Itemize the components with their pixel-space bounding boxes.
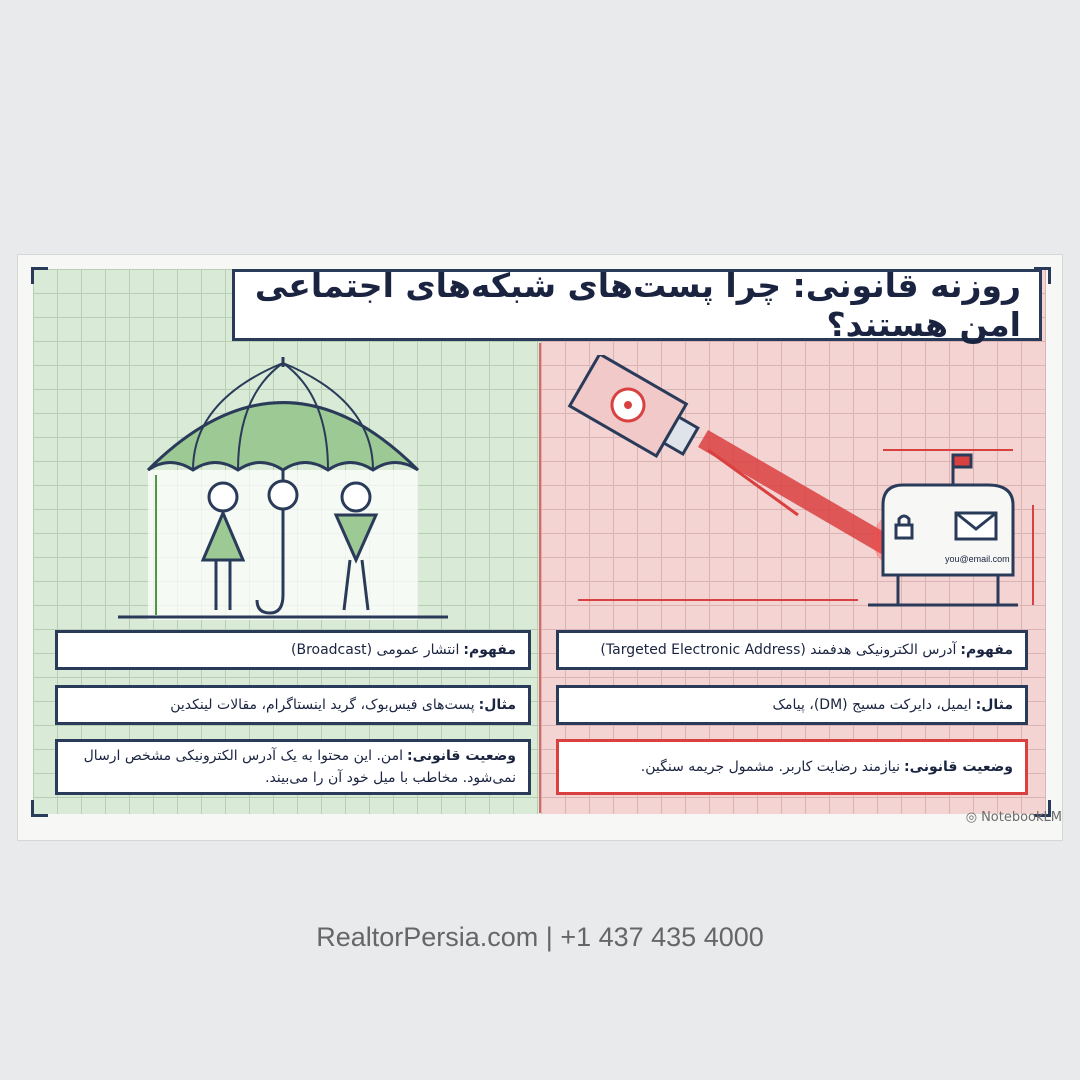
- right-concept-value: آدرس الکترونیکی هدفمند (Targeted Electronic Address): [600, 642, 957, 658]
- right-legal-label: وضعیت قانونی:: [903, 759, 1013, 775]
- right-concept-label: مفهوم:: [960, 642, 1013, 658]
- left-concept-label: مفهوم:: [463, 642, 516, 658]
- panel-divider: [539, 343, 541, 813]
- footer-contact: RealtorPersia.com | +1 437 435 4000: [316, 922, 764, 952]
- notebooklm-logo-icon: ◎: [965, 810, 978, 825]
- notebooklm-watermark: [966, 810, 1062, 825]
- right-legal-box: [556, 739, 1028, 795]
- infographic-card: [18, 255, 1062, 840]
- left-legal-text: [70, 745, 516, 789]
- title-box: [232, 266, 1042, 344]
- right-example-box: [556, 685, 1028, 725]
- warning-laser-device-icon: [570, 355, 706, 467]
- page-title: روزنه قانونی: چرا پست‌های شبکه‌های اجتماعی امن هستند؟: [254, 266, 1021, 344]
- mailbox-icon: [868, 455, 1018, 605]
- left-legal-box: [55, 739, 531, 795]
- umbrella-illustration: [118, 355, 448, 630]
- left-example-box: [55, 685, 531, 725]
- left-example-value: پست‌های فیس‌بوک، گرید اینستاگرام، مقالات لینکدین: [170, 697, 475, 713]
- right-concept-box: [556, 630, 1028, 670]
- left-legal-value: امن. این محتوا به یک آدرس الکترونیکی مشخص ارسال نمی‌شود. مخاطب با میل خود آن را می‌بیند.: [83, 748, 516, 786]
- envelope-icon: [956, 513, 996, 539]
- frame-corner: [31, 267, 48, 284]
- risk-illustration: [558, 355, 1038, 615]
- left-legal-label: وضعیت قانونی:: [406, 748, 516, 764]
- left-concept-value: انتشار عمومی (Broadcast): [291, 642, 460, 658]
- right-example-label: مثال:: [975, 697, 1013, 713]
- right-example-value: ایمیل، دایرکت مسیج (DM)، پیامک: [772, 697, 972, 713]
- frame-corner: [31, 800, 48, 817]
- watermark-text: NotebookLM: [981, 810, 1062, 825]
- left-concept-box: [55, 630, 531, 670]
- email-label: you@email.com: [945, 554, 1010, 564]
- right-legal-value: نیازمند رضایت کاربر. مشمول جریمه سنگین.: [640, 759, 900, 775]
- left-example-label: مثال:: [478, 697, 516, 713]
